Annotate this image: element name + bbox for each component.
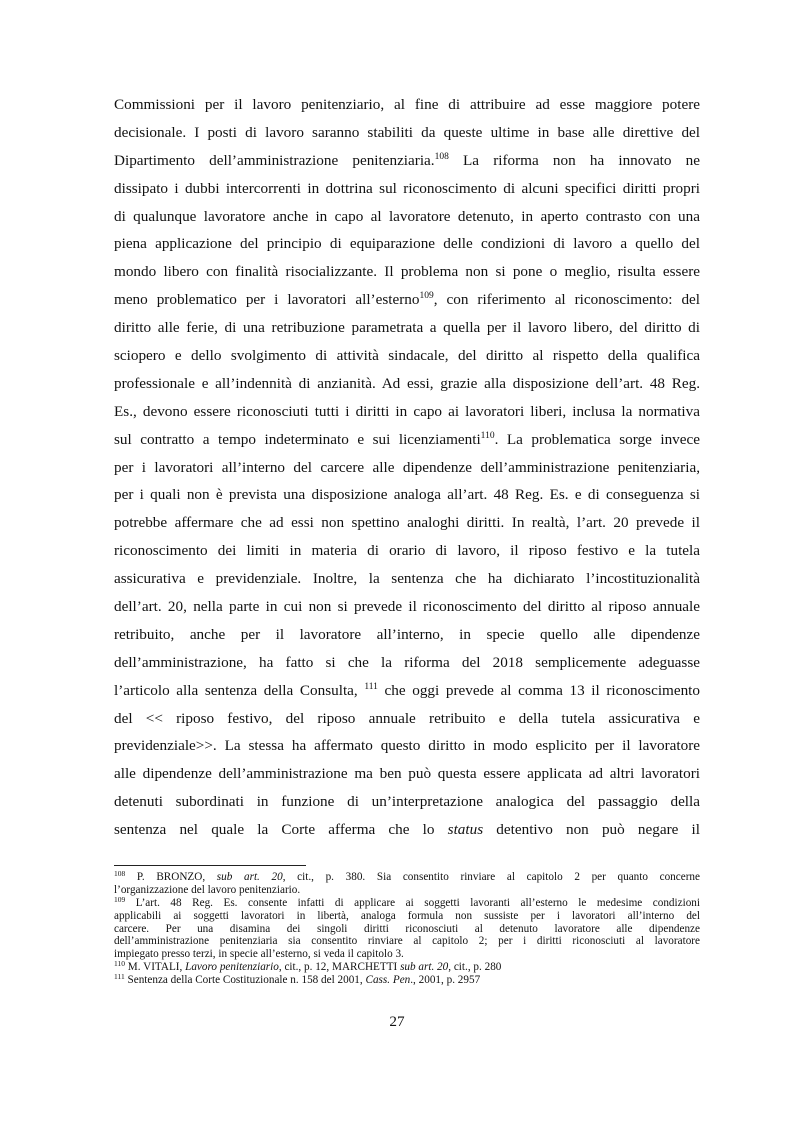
footnote-ref-111[interactable]: 111 [364,681,378,692]
footnote-line: $^{109}$ L’art. 48 Reg. Es. consente infatti di applicare ai soggetti lavoranti all’esterno le medesime condizioni [114,896,700,909]
footnote-108 [114,871,700,897]
footnote-line: $^{110}$ M. VITALI, Lavoro penitenziario, cit., p. 12, MARCHETTI sub art. 20, cit., p. 280 [114,961,502,974]
text-line: potrebbe affermare che ad essi non spettino analoghi diritti. In realtà, l’art. 20 prevede il [114,514,700,532]
text-line: dell’art. 20, nella parte in cui non si prevede il riconoscimento del diritto al riposo annuale [114,598,700,616]
footnote-line: impiegato presso terzi, in specie all’esterno, si veda il capitolo 3. [114,948,404,961]
text-line: previdenziale>>. La stessa ha affermato questo diritto in modo esplicito per il lavoratore [114,737,700,755]
text-line: Es., devono essere riconosciuti tutti i diritti in capo ai lavoratori liberi, inclusa la normativa [114,402,700,420]
text-line: riconoscimento dei limiti in materia di orario di lavoro, il riposo festivo e la tutela [114,542,700,560]
text-line: diritto alle ferie, di una retribuzione parametrata a quella per il lavoro libero, del diritto di [114,319,700,337]
page-number: 27 [389,1013,405,1030]
footnote-line: $^{108}$ P. BRONZO, sub art. 20, cit., p. 380. Sia consentito rinviare al capitolo 2 per quanto concerne [114,871,700,883]
text-line: retribuito, anche per il lavoratore all’interno, in specie quello alle dipendenze [114,625,700,643]
text-line: di qualunque lavoratore anche in capo al lavoratore detenuto, in aperto contrasto con una [114,207,700,225]
footnote-number: 109 [114,896,126,904]
text-line: Dipartimento dell’amministrazione penitenziaria.$^{108}$ La riforma non ha innovato ne [114,151,700,169]
footnote-110 [114,961,700,974]
footnote-number: 110 [114,961,125,969]
footnote-109 [114,897,700,961]
text-line: meno problematico per i lavoratori all’esterno$^{109}$, con riferimento al riconoscimento: del [114,291,700,309]
footnote-line: dell’amministrazione penitenziaria sia consentito rinviare al capitolo 2; per i diritti riconosciuti al lavoratore [114,935,700,948]
footnote-ref-109[interactable]: 109 [419,291,434,302]
footnote-line: $^{111}$ Sentenza della Corte Costituzionale n. 158 del 2001, Cass. Pen., 2001, p. 2957 [114,974,481,987]
footnote-separator [114,865,306,866]
text-line: sentenza nel quale la Corte afferma che lo status detentivo non può negare il [114,821,700,839]
text-line: assicurativa e previdenziale. Inoltre, la sentenza che ha dichiarato l’incostituzionalità [114,570,700,588]
footnote-number: 108 [114,871,126,878]
text-line: Commissioni per il lavoro penitenziario, al fine di attribuire ad esse maggiore potere [114,96,700,113]
text-line: detenuti subordinati in funzione di un’interpretazione analogica del passaggio della [114,793,700,811]
text-line: per i lavoratori all’interno del carcere alle dipendenze dell’amministrazione penitenziaria, [114,458,700,476]
footnote-ref-108[interactable]: 108 [434,151,449,162]
footnote-line: l’organizzazione del lavoro penitenziario. [114,883,301,896]
footnote-line: carcere. Per una disamina dei singoli diritti riconosciuti al detenuto lavoratore alle dipendenze [114,922,700,935]
text-line: dissipato i dubbi intercorrenti in dottrina sul riconoscimento di alcuni specifici diritti propri [114,179,700,197]
footnote-ref-110[interactable]: 110 [480,430,495,441]
footnote-111 [114,974,700,987]
text-line: sul contratto a tempo indeterminato e sui licenziamenti$^{110}$. La problematica sorge invece [114,430,700,448]
text-line: professionale e all’indennità di anzianità. Ad essi, grazie alla disposizione dell’art. 48 Reg. [114,374,700,392]
text-line: per i quali non è prevista una disposizione analoga all’art. 48 Reg. Es. e di conseguenza si [114,486,700,504]
text-line: piena applicazione del principio di equiparazione delle condizioni di lavoro a quello del [114,235,700,253]
footnote-line: applicabili ai soggetti lavoratori in libertà, analoga formula non sussiste per i lavoratori all’interno del [114,909,700,922]
text-line: del << riposo festivo, del riposo annuale retribuito e della tutela assicurativa e [114,709,700,727]
text-line: mondo libero con finalità risocializzante. Il problema non si pone o meglio, risulta essere [114,263,700,281]
text-line: dell’amministrazione, ha fatto si che la riforma del 2018 semplicemente adeguasse [114,653,700,671]
footnotes [114,871,700,987]
body-text [114,91,700,844]
text-line: sciopero e dello svolgimento di attività sindacale, del diritto al rispetto della qualifica [114,347,700,365]
text-line: alle dipendenze dell’amministrazione ma ben può questa essere applicata ad altri lavoratori [114,765,700,783]
text-line: decisionale. I posti di lavoro saranno stabiliti da queste ultime in base alle direttive del [114,123,700,141]
text-line: l’articolo alla sentenza della Consulta, $^{111}$ che oggi prevede al comma 13 il riconoscimento [114,681,700,699]
footnote-number: 111 [114,974,125,982]
